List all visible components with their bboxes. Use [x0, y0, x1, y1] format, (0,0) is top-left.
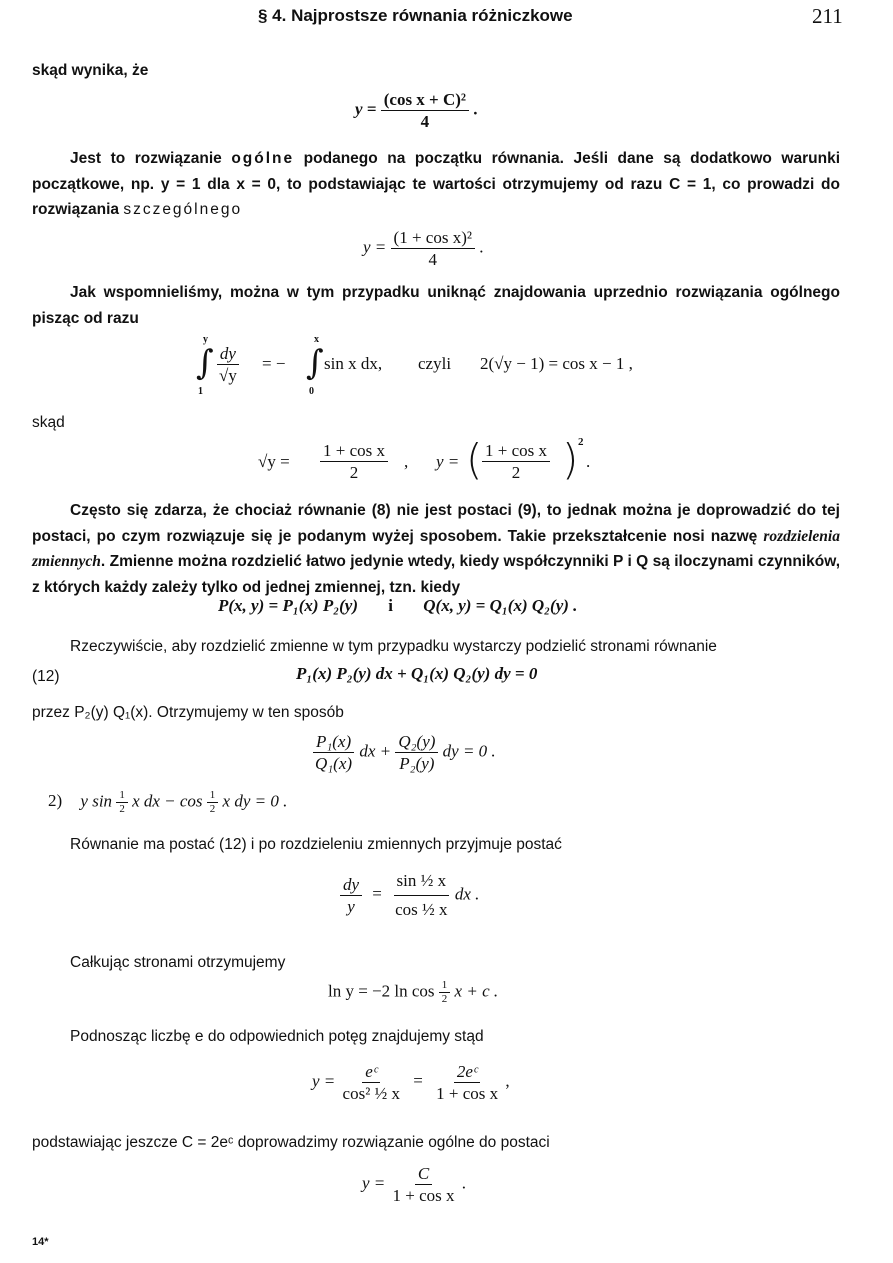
fraction	[116, 790, 128, 815]
text-span: x dx − cos	[132, 791, 203, 811]
fraction-denominator: 4	[428, 250, 437, 269]
integral-upper-limit: x	[314, 334, 319, 345]
fraction-numerator: (cos x + C)²	[381, 90, 469, 111]
fraction-numerator: eᶜ	[362, 1062, 380, 1083]
fraction	[392, 868, 450, 923]
paragraph-integrating: Całkując stronami otrzymujemy	[70, 954, 286, 971]
equation-final-general	[362, 1164, 466, 1205]
integral-lower-limit: 0	[309, 386, 314, 397]
text-span: .	[461, 1173, 467, 1193]
eq-lhs: y =	[363, 237, 387, 257]
running-header: § 4. Najprostsze równania różniczkowe	[258, 6, 573, 25]
text-span: =	[372, 884, 382, 904]
text-span: .	[586, 452, 591, 471]
fraction-denominator: 2	[441, 993, 448, 1005]
text-span: y sin	[80, 791, 113, 811]
fraction-numerator: P₁(x)	[313, 732, 354, 753]
text-span: dy = 0 .	[442, 741, 496, 761]
fraction-denominator: 2	[209, 803, 216, 815]
fraction-numerator: 1	[207, 790, 219, 803]
fraction-numerator: C	[415, 1164, 432, 1185]
paragraph-avoid-general: Jak wspomnieliśmy, można w tym przypadku uniknąć znajdowania uprzednio rozwiązania ogólnego pisząc od razu	[32, 284, 840, 327]
equation-y-exp	[312, 1062, 510, 1103]
example-label: 2)	[48, 791, 63, 811]
eq-lhs: y =	[362, 1173, 386, 1193]
fraction-denominator: 2	[511, 463, 521, 482]
equation-dy-over-y	[340, 868, 479, 923]
eq-lhs: y =	[312, 1071, 336, 1091]
equation-12: P₁(x) P₂(y) dx + Q₁(x) Q₂(y) dy = 0	[296, 664, 538, 683]
fraction-denominator: 1 + cos x	[392, 1186, 455, 1205]
left-paren: (	[466, 435, 483, 484]
fraction-numerator: 1	[116, 790, 128, 803]
emphasis-rozdzielenia: rozdzielenia zmiennych	[32, 527, 840, 570]
fraction	[391, 228, 475, 269]
fraction-numerator: dy	[340, 875, 362, 896]
fraction	[207, 790, 219, 815]
paragraph-exponentiate: Podnosząc liczbę e do odpowiednich potęg znajdujemy stąd	[70, 1028, 484, 1045]
text-span: ln y = −2 ln cos	[328, 981, 435, 1001]
paragraph-separation-of-variables	[32, 498, 840, 600]
fraction-denominator: 4	[420, 112, 430, 131]
fraction-denominator: cos² ½ x	[342, 1084, 401, 1103]
equation-ln-y	[328, 980, 498, 1005]
fraction-numerator: dy	[217, 344, 239, 365]
fraction-numerator: 1 + cos x	[482, 441, 550, 462]
fraction-denominator: cos ½ x	[395, 900, 448, 919]
fraction-denominator: 1 + cos x	[436, 1084, 499, 1103]
fraction-numerator: Q₂(y)	[395, 732, 438, 753]
text-span: P(x, y) = P₁(x) P₂(y)	[218, 596, 359, 615]
exponent: 2	[578, 436, 584, 448]
text-span: dx .	[454, 884, 480, 904]
text-span: ,	[404, 452, 409, 471]
fraction	[320, 441, 388, 482]
text-span: 2(√y − 1) = cos x − 1 ,	[480, 354, 633, 373]
text-span: czyli	[418, 354, 452, 373]
integral-lower-limit: 1	[198, 386, 203, 397]
text-span: =	[413, 1071, 423, 1091]
text-span: Często się zdarza, że chociaż równanie (8) nie jest postaci (9), to jednak można je doprowadzić do tej postaci, po czym rozwiązuje się je podanym wyżej sposobem. Takie przekształcenie nosi nazwę	[32, 502, 840, 545]
fraction	[216, 344, 240, 385]
text-span: x + c .	[454, 981, 499, 1001]
paragraph-form-12: Równanie ma postać (12) i po rozdzieleniu zmiennych przyjmuje postać	[70, 836, 562, 853]
text-span: . Zmienne można rozdzielić łatwo jedynie wtedy, kiedy współczynniki P i Q są iloczynami czynników, z których każdy zależy tylko od jednej zmiennej, tzn. kiedy	[32, 553, 840, 596]
emphasis-szczegolnego: szczególnego	[123, 201, 243, 218]
fraction-denominator: Q₁(x)	[315, 754, 353, 773]
eq-lhs: y =	[355, 99, 377, 119]
text-span: dx +	[359, 741, 392, 761]
fraction-denominator: √y	[219, 366, 237, 385]
fraction	[340, 1062, 404, 1103]
fraction-denominator: P₂(y)	[399, 754, 435, 773]
text-span: Q(x, y) = Q₁(x) Q₂(y) .	[423, 596, 578, 615]
text-span: Jest to rozwiązanie	[70, 150, 232, 167]
text-line-skad-wynika: skąd wynika, że	[32, 62, 149, 79]
text-span: ,	[505, 1071, 510, 1091]
text-span: sin x dx,	[324, 354, 383, 373]
fraction	[390, 1164, 458, 1205]
text-line-skad: skąd	[32, 414, 65, 431]
integral-upper-limit: y	[203, 334, 208, 345]
fraction-denominator: y	[347, 897, 355, 916]
fraction-numerator: 2eᶜ	[454, 1062, 481, 1083]
text-span: podanego na początku równania. Jeśli dane są dodatkowo warunki początkowe, np. y = 1 dla x = 0, to podstawiając te wartości otrzymujemy od razu C = 1, co prowadzi do rozwiązania	[32, 150, 840, 218]
page-number: 211	[812, 4, 843, 28]
fraction	[340, 875, 362, 916]
integral-sign: ∫	[306, 343, 324, 383]
equation-product-form	[218, 596, 577, 616]
integral-sign: ∫	[196, 343, 214, 383]
fraction-numerator: 1 + cos x	[320, 441, 388, 462]
fraction-numerator: (1 + cos x)²	[391, 228, 475, 249]
fraction	[439, 980, 451, 1005]
signature-mark: 14*	[32, 1236, 49, 1248]
fraction-numerator: sin ½ x	[394, 868, 450, 896]
paragraph-substitute: podstawiając jeszcze C = 2eᶜ doprowadzimy rozwiązanie ogólne do postaci	[32, 1134, 550, 1151]
text-span: x dy = 0 .	[222, 791, 288, 811]
emphasis-ogolne: ogólne	[231, 150, 295, 167]
fraction-denominator: 2	[349, 463, 359, 482]
fraction	[395, 732, 438, 773]
fraction-denominator: 2	[119, 803, 125, 815]
fraction	[312, 732, 355, 773]
text-span: = −	[262, 354, 286, 373]
paragraph-divide: Rzeczywiście, aby rozdzielić zmienne w tym przypadku wystarczy podzielić stronami równanie	[70, 638, 717, 655]
text-span: i	[388, 596, 393, 615]
right-paren: )	[562, 435, 579, 484]
eq-lhs: √y =	[258, 452, 290, 471]
fraction	[381, 90, 469, 131]
equation-separated	[312, 732, 496, 773]
fraction	[482, 441, 550, 482]
equation-general-solution: y = $\frac{\text{(cos x + C)²}}{4}$ .	[355, 90, 478, 131]
paragraph-general-solution	[32, 146, 840, 223]
example-2	[48, 790, 287, 815]
eq-lhs: y =	[436, 452, 460, 471]
fraction	[433, 1062, 501, 1103]
equation-label-12: (12)	[32, 668, 60, 685]
fraction-numerator: 1	[439, 980, 451, 993]
text-line-przez: przez P₂(y) Q₁(x). Otrzymujemy w ten sposób	[32, 704, 344, 721]
equation-particular-solution: y = $\frac{\text{(1 + cos x)²}}{4}$ .	[363, 228, 484, 269]
